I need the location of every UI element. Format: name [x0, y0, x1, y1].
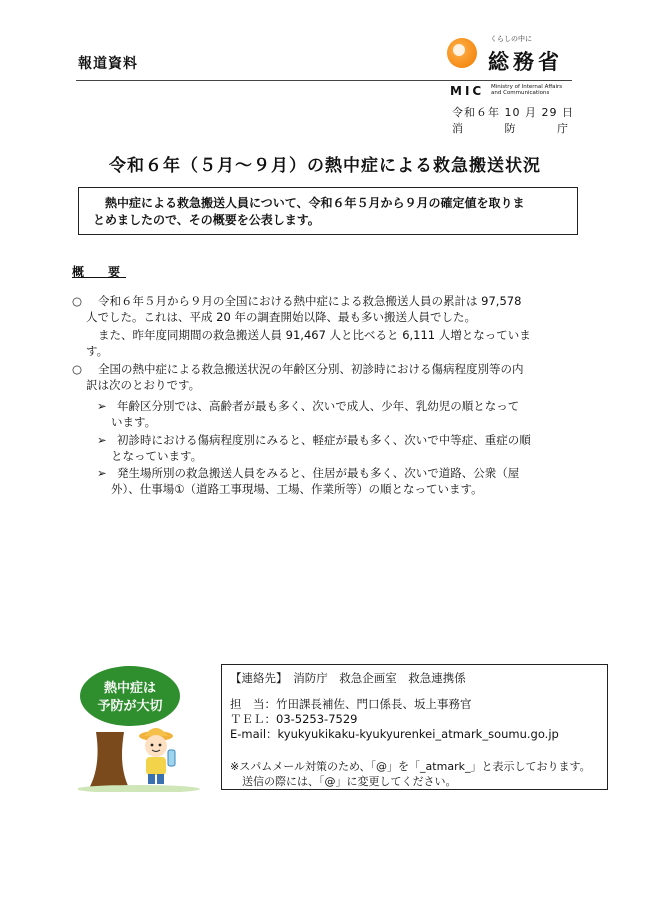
contact-box [221, 664, 608, 790]
ministry-logo-icon [447, 38, 477, 68]
arrow-bullet-icon: ➢ [97, 399, 107, 413]
summary-line: とめましたので、その概要を公表します。 [93, 213, 320, 227]
agency-char: 防 [504, 122, 516, 135]
body-text: 人でした。これは、平成 20 年の調査開始以降、最も多い搬送人員でした。 [86, 310, 476, 324]
arrow-bullet-icon: ➢ [97, 466, 107, 480]
contact-email: E-mail：kyukyukikaku-kyukyurenkei_atmark_soumu.go.jp [230, 727, 559, 741]
bullet-text: います。 [111, 415, 157, 429]
circle-bullet-icon: ○ [72, 294, 83, 308]
agency-char: 消 [452, 122, 463, 135]
mic-fullname-line1: Ministry of Internal Affairs [491, 84, 563, 90]
tree-crown-sign [80, 666, 180, 726]
page-title: 令和６年（５月～９月）の熱中症による救急搬送状況 [109, 156, 541, 176]
logo-tagline: くらしの中に [490, 35, 532, 43]
contact-tel: ＴＥＬ：03-5253-7529 [230, 712, 358, 726]
mic-fullname [491, 84, 571, 96]
bullet-text: 外）、仕事場①（道路工事現場、工場、作業所等）の順となっています。 [111, 482, 483, 496]
summary-line: 熱中症による救急搬送人員について、令和６年５月から９月の確定値を取りま [105, 196, 525, 210]
contact-note: ※スパムメール対策のため、「@」を「_atmark_」と表示しております。 [230, 760, 591, 773]
body-text: また、昨年度同期間の救急搬送人員 91,467 人と比べると 6,111 人増となっていま [98, 328, 531, 342]
body-text: 全国の熱中症による救急搬送状況の年齢区分別、初診時における傷病程度別等の内 [98, 362, 524, 376]
sign-text-line2: 予防が大切 [97, 699, 163, 714]
summary-box [78, 187, 578, 235]
header-divider [76, 80, 572, 81]
agency-char: 庁 [557, 122, 568, 135]
body-text: す。 [86, 344, 109, 358]
body-text: 令和６年５月から９月の全国における熱中症による救急搬送人員の累計は 97,578 [98, 294, 522, 308]
mic-acronym: MIC [450, 84, 485, 98]
release-date: 令和６年 10 月 29 日 [452, 106, 574, 119]
bullet-text: となっています。 [111, 449, 203, 463]
child-face [145, 735, 167, 757]
water-bottle-icon [168, 750, 175, 766]
issuing-agency [452, 120, 568, 136]
arrow-bullet-icon: ➢ [97, 433, 107, 447]
contact-note: 送信の際には、「@」に変更してください。 [242, 775, 457, 788]
sign-text-line1: 熱中症は [103, 681, 157, 696]
bullet-text: 初診時における傷病程度別にみると、軽症が最も多く、次いで中等症、重症の順 [117, 433, 531, 447]
mic-fullname-line2: and Communications [491, 90, 550, 96]
bullet-text: 年齢区分別では、高齢者が最も多く、次いで成人、少年、乳幼児の順となって [117, 399, 520, 413]
document-label: 報道資料 [78, 56, 138, 72]
circle-bullet-icon: ○ [72, 362, 83, 376]
contact-person: 担 当：竹田課長補佐、門口係長、坂上事務官 [230, 697, 472, 711]
logo-name: 総務省 [488, 50, 563, 74]
bullet-text: 発生場所別の救急搬送人員をみると、住居が最も多く、次いで道路、公衆（屋 [117, 466, 520, 480]
section-heading: 概 要 [72, 265, 127, 279]
contact-heading: 【連絡先】 消防庁 救急企画室 救急連携係 [230, 671, 466, 685]
child-shirt [146, 757, 166, 775]
body-text: 訳は次のとおりです。 [86, 378, 201, 392]
heatstroke-prevention-illustration [78, 662, 208, 792]
